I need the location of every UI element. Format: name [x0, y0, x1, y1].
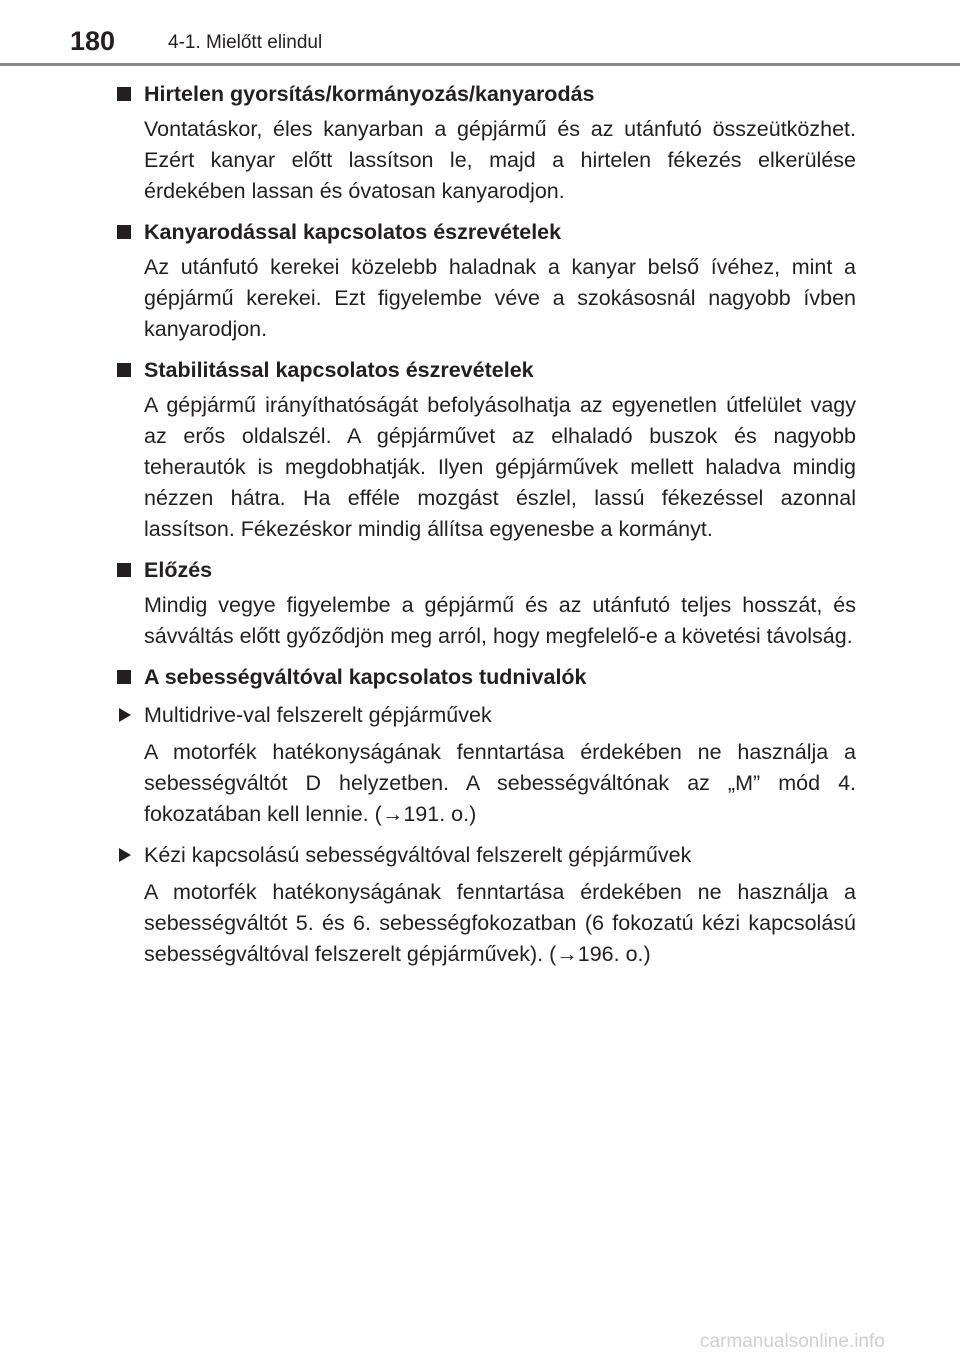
square-bullet-icon — [117, 225, 131, 239]
section-sudden-maneuvers — [116, 78, 856, 207]
subsection-paragraph: A motorfék hatékonyságának fenntartása érdekében ne használja a sebességváltót D helyzetben. A sebességváltónak az „M” mód 4. fokozatában kell lennie. (→191. o.) — [144, 740, 856, 826]
square-bullet-icon — [117, 563, 131, 577]
triangle-bullet-icon — [119, 848, 131, 862]
section-overtaking — [116, 554, 856, 652]
section-paragraph: Az utánfutó kerekei közelebb haladnak a kanyar belső ívéhez, mint a gépjármű kerekei. Ezt figyelembe véve a szokásosnál nagyobb ívben kanyarodjon. — [144, 255, 856, 341]
section-paragraph: A gépjármű irányíthatóságát befolyásolhatja az egyenetlen útfelület vagy az erős oldalszél. A gépjárművet az elhaladó buszok és nagyobb teherautók is megdobhatják. Ilyen gépjárművek mellett haladva mindig nézzen hátra. Ha efféle mozgást észlel, lassú fékezéssel azonnal lassítson. Fékezéskor mindig állítsa egyenesbe a kormányt. — [144, 393, 856, 541]
section-heading-text: Előzés — [144, 558, 213, 582]
square-bullet-icon — [117, 670, 131, 684]
subsection-heading — [116, 699, 856, 731]
section-heading — [116, 554, 856, 586]
square-bullet-icon — [117, 363, 131, 377]
section-heading-text: A sebességváltóval kapcsolatos tudnivalók — [144, 665, 587, 689]
section-heading-text: Hirtelen gyorsítás/kormányozás/kanyarodás — [144, 82, 595, 106]
chapter-title: 4-1. Mielőtt elindul — [168, 32, 323, 53]
section-paragraph: Mindig vegye figyelembe a gépjármű és az utánfutó teljes hosszát, és sávváltás előtt győződjön meg arról, hogy megfelelő-e a követési távolság. — [144, 593, 856, 648]
page-header — [0, 0, 960, 64]
section-heading — [116, 78, 856, 110]
section-stability — [116, 354, 856, 545]
section-heading-text: Kanyarodással kapcsolatos észrevételek — [144, 220, 562, 244]
square-bullet-icon — [117, 87, 131, 101]
page-content — [116, 78, 856, 979]
section-heading-text: Stabilitással kapcsolatos észrevételek — [144, 358, 534, 382]
section-transmission — [116, 661, 856, 970]
triangle-bullet-icon — [119, 708, 131, 722]
page-number: 180 — [70, 26, 116, 56]
section-heading — [116, 354, 856, 386]
header-rule — [0, 63, 960, 66]
subsection-heading-text: Multidrive-val felszerelt gépjárművek — [144, 703, 492, 727]
subsection-paragraph: A motorfék hatékonyságának fenntartása érdekében ne használja a sebességváltót 5. és 6. sebességfokozatban (6 fokozatú kézi kapcsolású sebességváltóval felszerelt gépjárművek). (→196. o.) — [144, 880, 856, 966]
section-turning — [116, 216, 856, 345]
section-paragraph: Vontatáskor, éles kanyarban a gépjármű és az utánfutó összeütközhet. Ezért kanyar előtt lassítson le, majd a hirtelen fékezés elkerülése érdekében lassan és óvatosan kanyarodjon. — [144, 117, 856, 203]
subsection-heading-text: Kézi kapcsolású sebességváltóval felszerelt gépjárművek — [144, 843, 692, 867]
section-heading — [116, 216, 856, 248]
watermark: carmanualsonline.info — [700, 1331, 885, 1352]
section-heading — [116, 661, 856, 693]
subsection-heading — [116, 839, 856, 871]
